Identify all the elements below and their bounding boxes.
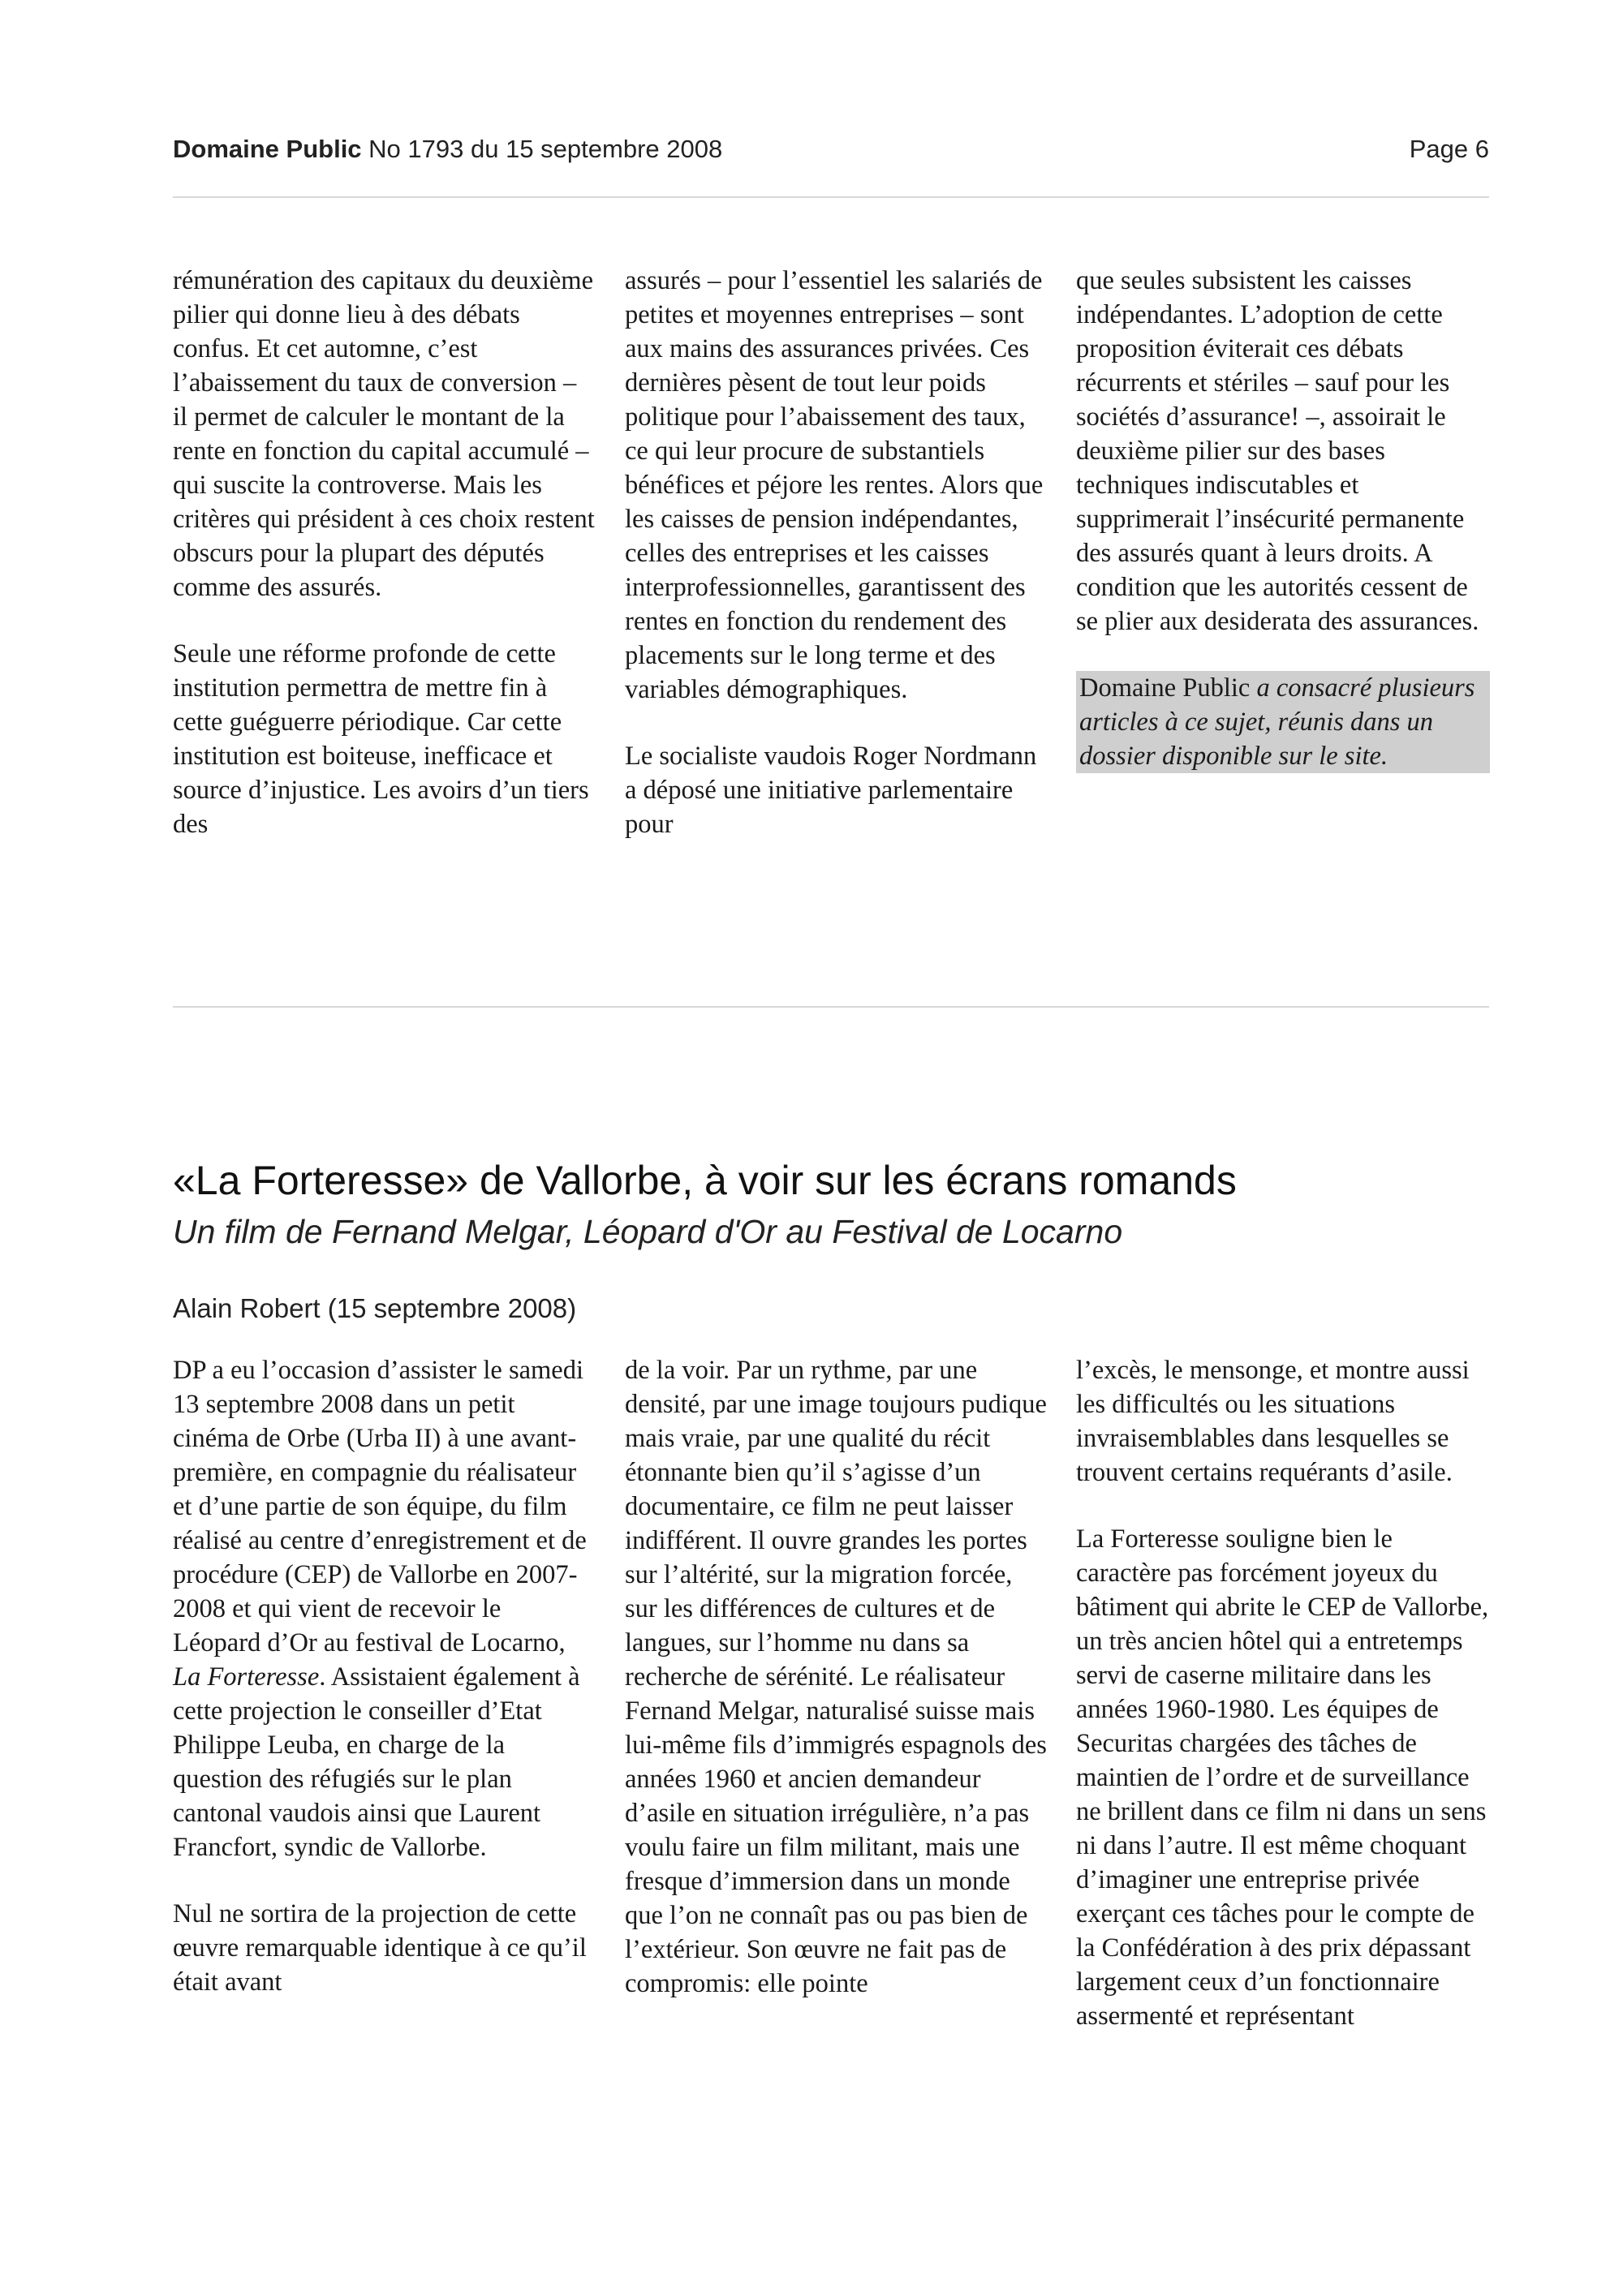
paragraph: que seules subsistent les caisses indépendantes. L’adoption de cette proposition éviterait ces débats récurrents et stériles – sauf pour les sociétés d’assurance! –, assoirait le deuxième pilier sur des bases techniques indiscutables et supprimerait l’insécurité permanente des assurés quant à leurs droits. A condition que les autorités cessent de se plier aux desiderata des assurances. xyxy=(1076,266,1479,636)
header-divider xyxy=(173,196,1489,198)
publication-name: Domaine Public xyxy=(173,135,362,163)
paragraph: l’excès, le mensonge, et montre aussi les difficultés ou les situations invraisemblables dans lesquelles se trouvent certains requérants d’asile. xyxy=(1076,1356,1470,1487)
text-run: DP a eu l’occasion d’assister le samedi 13 septembre 2008 dans un petit cinéma de Orbe (Urba II) à une avant-première, en compagnie du réalisateur et d’une partie de son équipe, du film réalisé au centre d’enregistrement et de procédure (CEP) de Vallorbe en 2007-2008 et qui vient de recevoir le Léopard d’Or au festival de Locarno, xyxy=(173,1356,587,1658)
dossier-note xyxy=(1076,671,1490,773)
article-column-2 xyxy=(625,1353,1047,2001)
film-title: La Forteresse xyxy=(173,1662,320,1692)
prev-article-column-2 xyxy=(625,264,1047,841)
prev-article-column-1 xyxy=(173,264,595,841)
article-column-3 xyxy=(1076,1353,1490,2033)
text-run: . Assistaient également à cette projection le conseiller d’Etat Philippe Leuba, en charge de la question des réfugiés sur le plan cantonal vaudois ainsi que Laurent Francfort, syndic de Vallorbe. xyxy=(173,1662,580,1862)
paragraph: assurés – pour l’essentiel les salariés de petites et moyennes entreprises – sont aux mains des assurances privées. Ces dernières pèsent de tout leur poids politique pour l’abaissement des taux, ce qui leur procure de substantiels bénéfices et péjore les rentes. Alors que les caisses de pension indépendantes, celles des entreprises et les caisses interprofessionnelles, garantissent des rentes en fonction du rendement des placements sur le long terme et des variables démographiques. xyxy=(625,266,1044,704)
prev-article-column-3 xyxy=(1076,264,1490,773)
article-byline: Alain Robert (15 septembre 2008) xyxy=(173,1293,577,1323)
page-number: Page 6 xyxy=(1409,135,1489,163)
page-header xyxy=(173,135,1489,164)
paragraph xyxy=(173,1353,595,1864)
note-text: a consacré plusieurs articles à ce sujet, réunis dans un dossier disponible sur le site. xyxy=(1079,673,1475,771)
paragraph: Le socialiste vaudois Roger Nordmann a déposé une initiative parlementaire pour xyxy=(625,742,1037,839)
paragraph: rémunération des capitaux du deuxième pilier qui donne lieu à des débats confus. Et cet automne, c’est l’abaissement du taux de conversion – il permet de calculer le montant de la rente en fonction du capital accumulé – qui suscite la controverse. Mais les critères qui président à ces choix restent obscurs pour la plupart des députés comme des assurés. xyxy=(173,266,595,602)
paragraph: La Forteresse souligne bien le caractère pas forcément joyeux du bâtiment qui abrite le CEP de Vallorbe, un très ancien hôtel qui a entretemps servi de caserne militaire dans les années 1960-1980. Les équipes de Securitas chargées des tâches de maintien de l’ordre et de surveillance ne brillent dans ce film ni dans un sens ni dans l’autre. Il est même choquant d’imaginer une entreprise privée exerçant ces tâches pour le compte de la Confédération à des prix dépassant largement ceux d’un fonctionnaire assermenté et représentant xyxy=(1076,1524,1489,2031)
paragraph: Seule une réforme profonde de cette institution permettra de mettre fin à cette guéguerre périodique. Car cette institution est boiteuse, inefficace et source d’injustice. Les avoirs d’un tiers des xyxy=(173,639,589,839)
note-publication: Domaine Public xyxy=(1079,673,1251,703)
article-divider xyxy=(173,1006,1489,1008)
article-column-1 xyxy=(173,1353,595,1999)
article-subtitle: Un film de Fernand Melgar, Léopard d'Or au Festival de Locarno xyxy=(173,1213,1123,1250)
paragraph: de la voir. Par un rythme, par une densité, par une image toujours pudique mais vraie, par une qualité du récit étonnante bien qu’il s’agisse d’un documentaire, ce film ne peut laisser indifférent. Il ouvre grandes les portes sur l’altérité, sur la migration forcée, sur les différences de cultures et de langues, sur l’homme nu dans sa recherche de sérénité. Le réalisateur Fernand Melgar, naturalisé suisse mais lui-même fils d’immigrés espagnols des années 1960 et ancien demandeur d’asile en situation irrégulière, n’a pas voulu faire un film militant, mais une fresque d’immersion dans un monde que l’on ne connaît pas ou pas bien de l’extérieur. Son œuvre ne fait pas de compromis: elle pointe xyxy=(625,1356,1047,1998)
issue-info: No 1793 du 15 septembre 2008 xyxy=(368,135,723,163)
article-title: «La Forteresse» de Vallorbe, à voir sur les écrans romands xyxy=(173,1158,1237,1203)
paragraph: Nul ne sortira de la projection de cette œuvre remarquable identique à ce qu’il était avant xyxy=(173,1899,587,1997)
